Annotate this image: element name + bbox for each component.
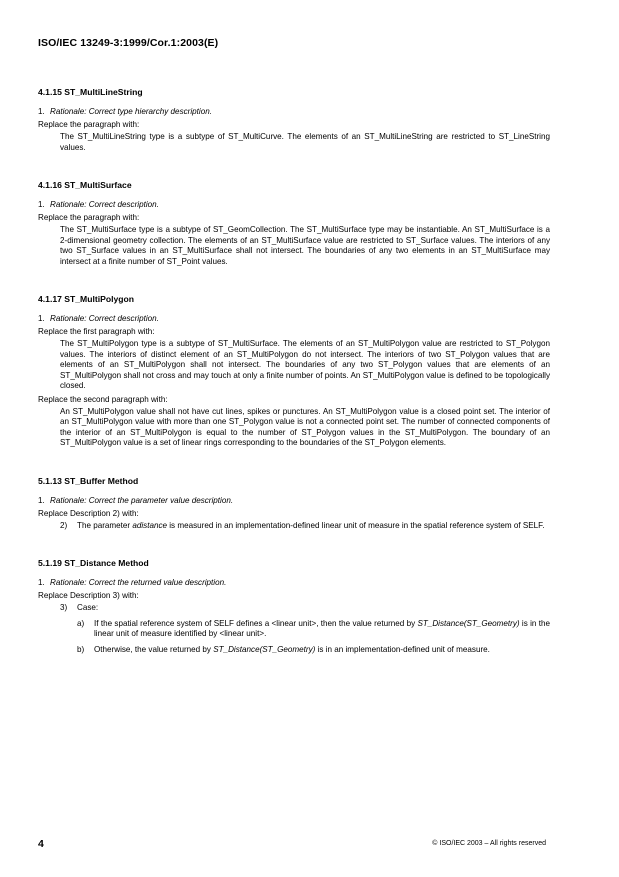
copyright-notice: © ISO/IEC 2003 – All rights reserved <box>432 840 546 847</box>
item-text: Case: <box>77 603 99 612</box>
document-body <box>38 87 550 655</box>
rationale-text: Rationale: Correct description. <box>50 314 159 323</box>
rationale-text: Rationale: Correct the parameter value description. <box>50 495 234 505</box>
instruction: Replace Description 3) with: <box>38 591 139 600</box>
description-item <box>60 521 550 532</box>
sub-item-label: b) <box>77 644 85 654</box>
section-heading: 4.1.16 ST_MultiSurface <box>38 180 132 190</box>
section-4-1-16 <box>38 180 550 267</box>
instruction-2: Replace the second paragraph with: <box>38 394 168 404</box>
section-5-1-19 <box>38 558 550 655</box>
parameter-name: adistance <box>132 520 167 530</box>
rationale-number: 1. <box>38 200 45 209</box>
sub-item-label: a) <box>77 618 85 628</box>
item-label: 2) <box>60 520 68 530</box>
instruction: Replace the paragraph with: <box>38 213 140 222</box>
sub-item-a <box>77 619 550 640</box>
rationale-text: Rationale: Correct the returned value description. <box>50 578 227 587</box>
rationale-number: 1. <box>38 314 45 323</box>
section-heading: 5.1.19 ST_Distance Method <box>38 558 149 568</box>
document-header: ISO/IEC 13249-3:1999/Cor.1:2003(E) <box>38 37 219 49</box>
section-4-1-15 <box>38 87 550 153</box>
replacement-paragraph: The ST_MultiLineString type is a subtype of ST_MultiCurve. The elements of an ST_MultiLineString are restricted to ST_LineString values. <box>60 132 550 152</box>
page-number: 4 <box>38 838 44 850</box>
rationale <box>38 313 550 324</box>
method-name: ST_Distance(ST_Geometry) <box>213 644 316 654</box>
rationale-text: Rationale: Correct type hierarchy description. <box>50 107 212 116</box>
item-label: 3) <box>60 603 68 612</box>
instruction: Replace the first paragraph with: <box>38 327 155 336</box>
sub-item-text: Otherwise, the value returned by ST_Distance(ST_Geometry) is in an implementation-defined unit of measure. <box>94 644 490 654</box>
rationale <box>38 577 550 588</box>
description-item <box>60 603 550 614</box>
method-name: ST_Distance(ST_Geometry) <box>417 618 520 628</box>
rationale-text: Rationale: Correct description. <box>50 200 159 209</box>
instruction: Replace the paragraph with: <box>38 120 140 129</box>
section-5-1-13 <box>38 476 550 532</box>
rationale <box>38 495 550 506</box>
section-heading: 4.1.15 ST_MultiLineString <box>38 87 143 97</box>
rationale-number: 1. <box>38 578 45 587</box>
section-heading: 4.1.17 ST_MultiPolygon <box>38 294 134 304</box>
sub-item-b <box>77 645 550 656</box>
replacement-paragraph-2: An ST_MultiPolygon value shall not have cut lines, spikes or punctures. An ST_MultiPolygon value is a closed point set. The interior of an ST_MultiPolygon value with more than one ST_Polygon value is not a connected point set. The number of connected components of the interior of an ST_MultiPolygon is equal to the number of ST_Polygon values in the ST_MultiPolygon. The boundary of an ST_MultiPolygon value is a set of linear rings corresponding to the boundaries of the ST_Polygon elements. <box>60 406 550 447</box>
rationale-number: 1. <box>38 495 45 505</box>
replacement-paragraph: The ST_MultiSurface type is a subtype of ST_GeomCollection. The ST_MultiSurface type may be instantiable. An ST_MultiSurface is a 2-dimensional geometry collection. The elements of an ST_MultiSurface value are restricted to ST_Surface values. The interiors of any two ST_Surface values in an ST_MultiSurface shall not intersect. The boundaries of any two elements in an ST_MultiSurface may intersect at a finite number of ST_Point values. <box>60 225 550 266</box>
instruction: Replace Description 2) with: <box>38 508 139 518</box>
item-text: The parameter adistance is measured in an implementation-defined linear unit of measure in the spatial reference system of SELF. <box>77 520 545 530</box>
rationale <box>38 199 550 210</box>
rationale-number: 1. <box>38 107 45 116</box>
rationale <box>38 106 550 117</box>
replacement-paragraph: The ST_MultiPolygon type is a subtype of ST_MultiSurface. The elements of an ST_MultiPolygon value are restricted to ST_Polygon values. The interiors of distinct element of an ST_MultiPolygon do not intersect. The interiors of two ST_Polygon values that are elements of an ST_MultiPolygon shall not intersect. The boundaries of any two ST_Polygon values that are elements of an ST_MultiPolygon shall not cross and may touch at only a finite number of points. An ST_MultiPolygon value is defined to be topologically closed. <box>60 339 550 390</box>
section-4-1-17 <box>38 294 550 449</box>
section-heading: 5.1.13 ST_Buffer Method <box>38 475 139 486</box>
sub-item-text: If the spatial reference system of SELF defines a <linear unit>, then the value returned by ST_Distance(ST_Geometry) is in the linear unit of measure identified by <linear unit>. <box>94 618 550 638</box>
